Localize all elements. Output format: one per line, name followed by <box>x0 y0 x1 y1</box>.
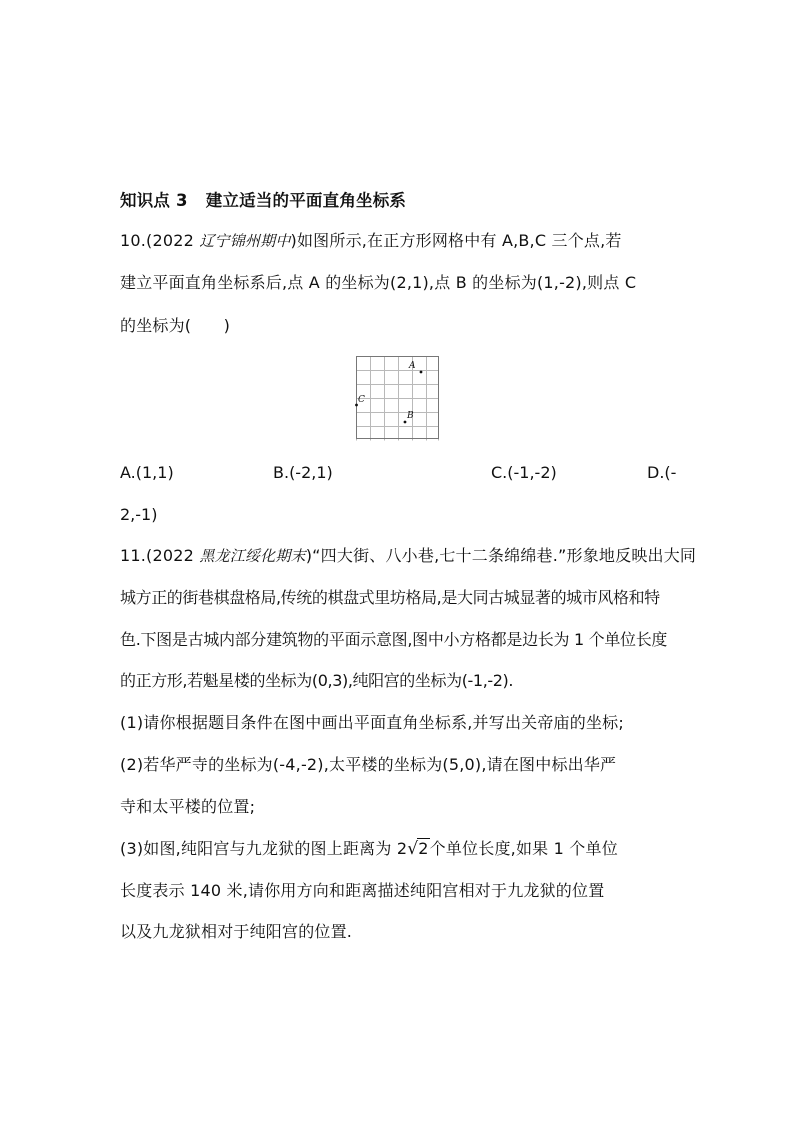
point-a-label: A <box>409 361 416 371</box>
radicand: 2 <box>418 839 429 858</box>
q10-line-1 <box>120 230 622 252</box>
q10-option-a: A.(1,1) <box>120 463 174 482</box>
q11-part-2-line-2: 寺和太平楼的位置; <box>120 797 256 816</box>
point-c-label: C <box>358 395 365 405</box>
sqrt-expression <box>407 838 429 860</box>
q10-grid-figure <box>354 354 444 444</box>
grid-lines <box>357 357 439 441</box>
q10-line-3: 的坐标为( ) <box>120 316 231 335</box>
q11-number: 11.( <box>120 546 153 565</box>
section-heading <box>120 190 406 212</box>
q11-part3-text-a: (3)如图,纯阳宫与九龙狱的图上距离为 2 <box>120 839 408 858</box>
point-b-label: B <box>407 411 414 421</box>
q10-source: 辽宁锦州期中 <box>199 232 291 250</box>
q11-part3-text-b: 个单位长度,如果 1 个单位 <box>429 839 618 858</box>
q10-option-d: D.(- <box>647 463 677 482</box>
q11-part-3-line-1 <box>120 838 618 860</box>
q11-part-2-line-1: (2)若华严寺的坐标为(-4,-2),太平楼的坐标为(5,0),请在图中标出华严 <box>120 755 617 774</box>
q11-part-1: (1)请你根据题目条件在图中画出平面直角坐标系,并写出关帝庙的坐标; <box>120 713 624 732</box>
q11-source: 黑龙江绥化期末 <box>199 547 306 565</box>
point-b-dot <box>404 421 407 424</box>
q11-line-1 <box>120 545 696 567</box>
q11-line-3: 色.下图是古城内部分建筑物的平面示意图,图中小方格都是边长为 1 个单位长度 <box>120 630 668 649</box>
q11-line-4: 的正方形,若魁星楼的坐标为(0,3),纯阳宫的坐标为(-1,-2). <box>120 671 514 690</box>
q10-number: 10.( <box>120 231 153 250</box>
q10-line-2: 建立平面直角坐标系后,点 A 的坐标为(2,1),点 B 的坐标为(1,-2),则点 C <box>120 273 637 292</box>
q10-option-b: B.(-2,1) <box>273 463 333 482</box>
q11-part-3-line-3: 以及九龙狱相对于纯阳宫的位置. <box>120 922 353 941</box>
point-a-dot <box>420 371 423 374</box>
q11-part-3-line-2: 长度表示 140 米,请你用方向和距离描述纯阳宫相对于九龙狱的位置 <box>120 881 605 900</box>
q11-line-2: 城方正的街巷棋盘格局,传统的棋盘式里坊格局,是大同古城显著的城市风格和特 <box>120 588 660 607</box>
q10-year: 2022 <box>152 231 195 250</box>
q11-line1-rest: )“四大街、八小巷,七十二条绵绵巷.”形象地反映出大同 <box>305 546 697 565</box>
radical-sign: √ <box>407 839 419 859</box>
q10-option-d-cont: 2,-1) <box>120 505 158 524</box>
section-title: 建立适当的平面直角坐标系 <box>205 191 407 210</box>
section-label: 知识点 3 <box>120 191 188 210</box>
q10-option-c: C.(-1,-2) <box>491 463 557 482</box>
q11-year: 2022 <box>152 546 195 565</box>
q10-line1-rest: )如图所示,在正方形网格中有 A,B,C 三个点,若 <box>290 231 622 250</box>
